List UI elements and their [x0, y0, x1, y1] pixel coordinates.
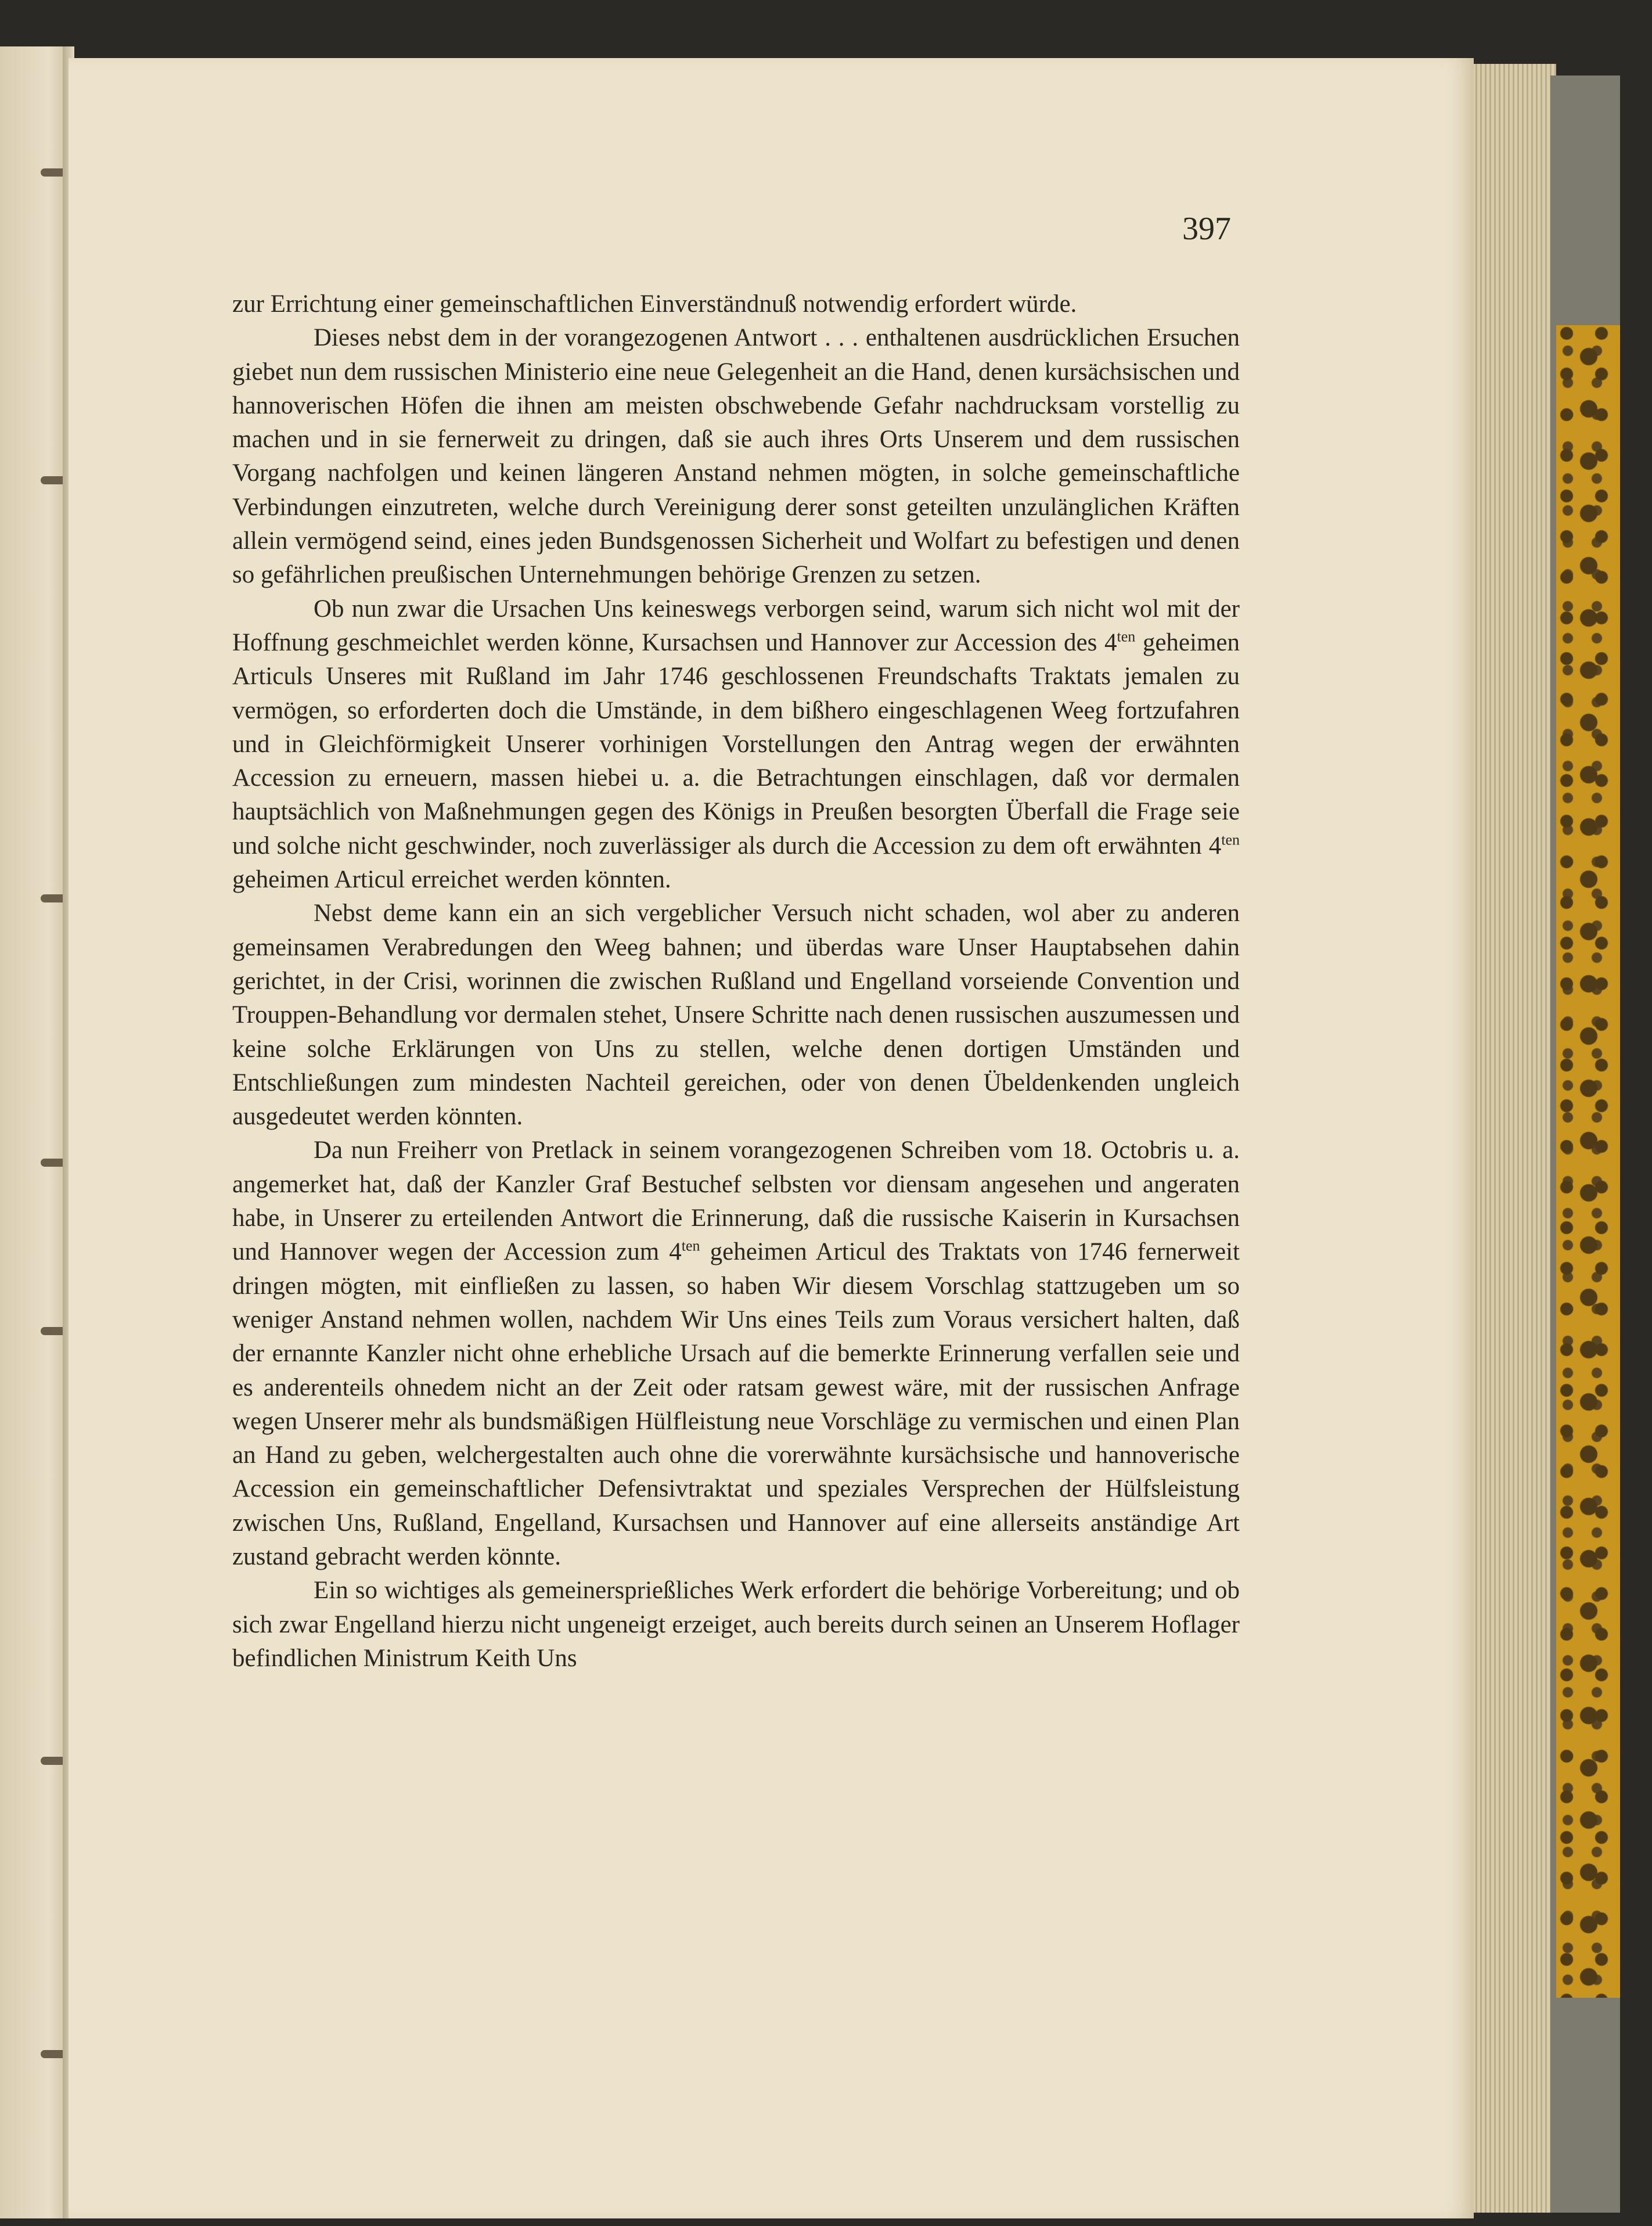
marbled-cover-paper [1556, 325, 1620, 1998]
previous-page-edge [0, 46, 70, 2218]
text-segment: Nebst deme kann ein an sich vergeblicher Versuch nicht schaden, wol aber zu anderen gemeinsamen Verabredungen den Weeg bahnen; und überdas ware Unser Hauptabsehen dahin gerichtet, in der Crisi, worinnen die zwischen Rußland und Engelland vorseiende Convention und Trouppen-Behandlung vor dermalen stehet, Unsere Schritte nach denen russischen auszumessen und keine solche Erklärungen von Uns zu stellen, welche denen dortigen Umständen und Entschließungen zum mindesten Nachteil gereichen, oder von denen Übeldenkenden ungleich ausgedeutet werden könnten. [232, 900, 1240, 1131]
text-segment: Dieses nebst dem in der vorangezogenen Antwort . . . enthaltenen ausdrücklichen Ersuchen giebet nun dem russischen Ministerio eine neue Gelegenheit an die Hand, denen kursächsischen und hannoverischen Höfen die ihnen am meisten obschwebende Gefahr nachdrucksam vorstellig zu machen und in sie fernerweit zu dringen, daß sie auch ihres Orts Unserem und dem russischen Vorgang nachfolgen und keinen längeren Anstand nehmen mögten, in solche gemeinschaftliche Verbindungen einzutreten, welche durch Vereinigung derer sonst geteilten unzulänglichen Kräften allein vermögend seind, eines jeden Bundsgenossen Sicherheit und Wolfart zu befestigen und denen so gefährlichen preußischen Unternehmungen behörige Grenzen zu setzen. [232, 324, 1240, 589]
page-number: 397 [1182, 211, 1231, 247]
superscript: ten [681, 1237, 700, 1254]
paragraph [232, 1134, 1240, 1574]
superscript: ten [1117, 628, 1136, 645]
paragraph [232, 1574, 1240, 1675]
paragraph [232, 897, 1240, 1134]
text-segment: Ein so wichtiges als gemeinersprießliches Werk erfordert die behörige Vorbereitung; und ob sich zwar Engelland hierzu nicht ungeneigt erzeiget, auch bereits durch seinen an Unserem Hoflager befindlichen Ministrum Keith Uns [232, 1577, 1240, 1672]
text-segment: geheimen Articul erreichet werden könnten. [232, 866, 671, 894]
text-segment: Ob nun zwar die Ursachen Uns keineswegs verborgen seind, warum sich nicht wol mit der Hoffnung geschmeichlet werden könne, Kursachsen und Hannover zur Accession des 4 [232, 595, 1240, 656]
text-segment: geheimen Articul des Traktats von 1746 fernerweit dringen mögten, mit einfließen zu lassen, so haben Wir diesem Vorschlag stattzugeben um so weniger Anstand nehmen wollen, nachdem Wir Uns eines Teils zum Voraus versichert halten, daß der ernannte Kanzler nicht ohne erhebliche Ursach auf die bemerkte Erinnerung verfallen seie und es anderenteils ohnedem nicht an der Zeit oder ratsam gewest wäre, mit der russischen Anfrage wegen Unserer mehr als bundsmäßigen Hülfleistung neue Vorschläge zu vermischen und einen Plan an Hand zu geben, welchergestalten auch ohne die vorerwähnte kursächsische und hannoverische Accession ein gemeinschaftlicher Defensivtraktat und speziales Versprechen der Hülfsleistung zwischen Uns, Rußland, Engelland, Kursachsen und Hannover auf eine allerseits anständige Art zustand gebracht werden könnte. [232, 1238, 1240, 1570]
paragraph [232, 321, 1240, 592]
paragraph [232, 287, 1240, 321]
superscript: ten [1221, 831, 1240, 848]
paragraph [232, 592, 1240, 897]
page-stack-edges [1463, 64, 1556, 2213]
text-segment: zur Errichtung einer gemeinschaftlichen Einverständnuß notwendig erfordert würde. [232, 290, 1077, 318]
text-segment: Da nun Freiherr von Pretlack in seinem vorangezogenen Schreiben vom 18. Octobris u. a. angemerket hat, daß der Kanzler Graf Bestuchef selbsten vor diensam angesehen und angeraten habe, in Unserer zu erteilenden Antwort die Erinnerung, daß die russische Kaiserin in Kursachsen und Hannover wegen der Accession zum 4 [232, 1137, 1240, 1266]
body-text [232, 287, 1240, 1675]
text-segment: geheimen Articuls Unseres mit Rußland im Jahr 1746 geschlossenen Freundschafts Traktats jemalen zu vermögen, so erforderten doch die Umstände, in dem bißhero eingeschlagenen Weeg fortzufahren und in Gleichförmigkeit Unserer vorhinigen Vorstellungen den Antrag wegen der erwähnten Accession zu erneuern, massen hiebei u. a. die Betrachtungen einschlagen, daß vor dermalen hauptsächlich von Maßnehmungen gegen des Königs in Preußen besorgten Überfall die Frage seie und solche nicht geschwinder, noch zuverlässiger als durch die Accession zu dem oft erwähnten 4 [232, 628, 1240, 860]
